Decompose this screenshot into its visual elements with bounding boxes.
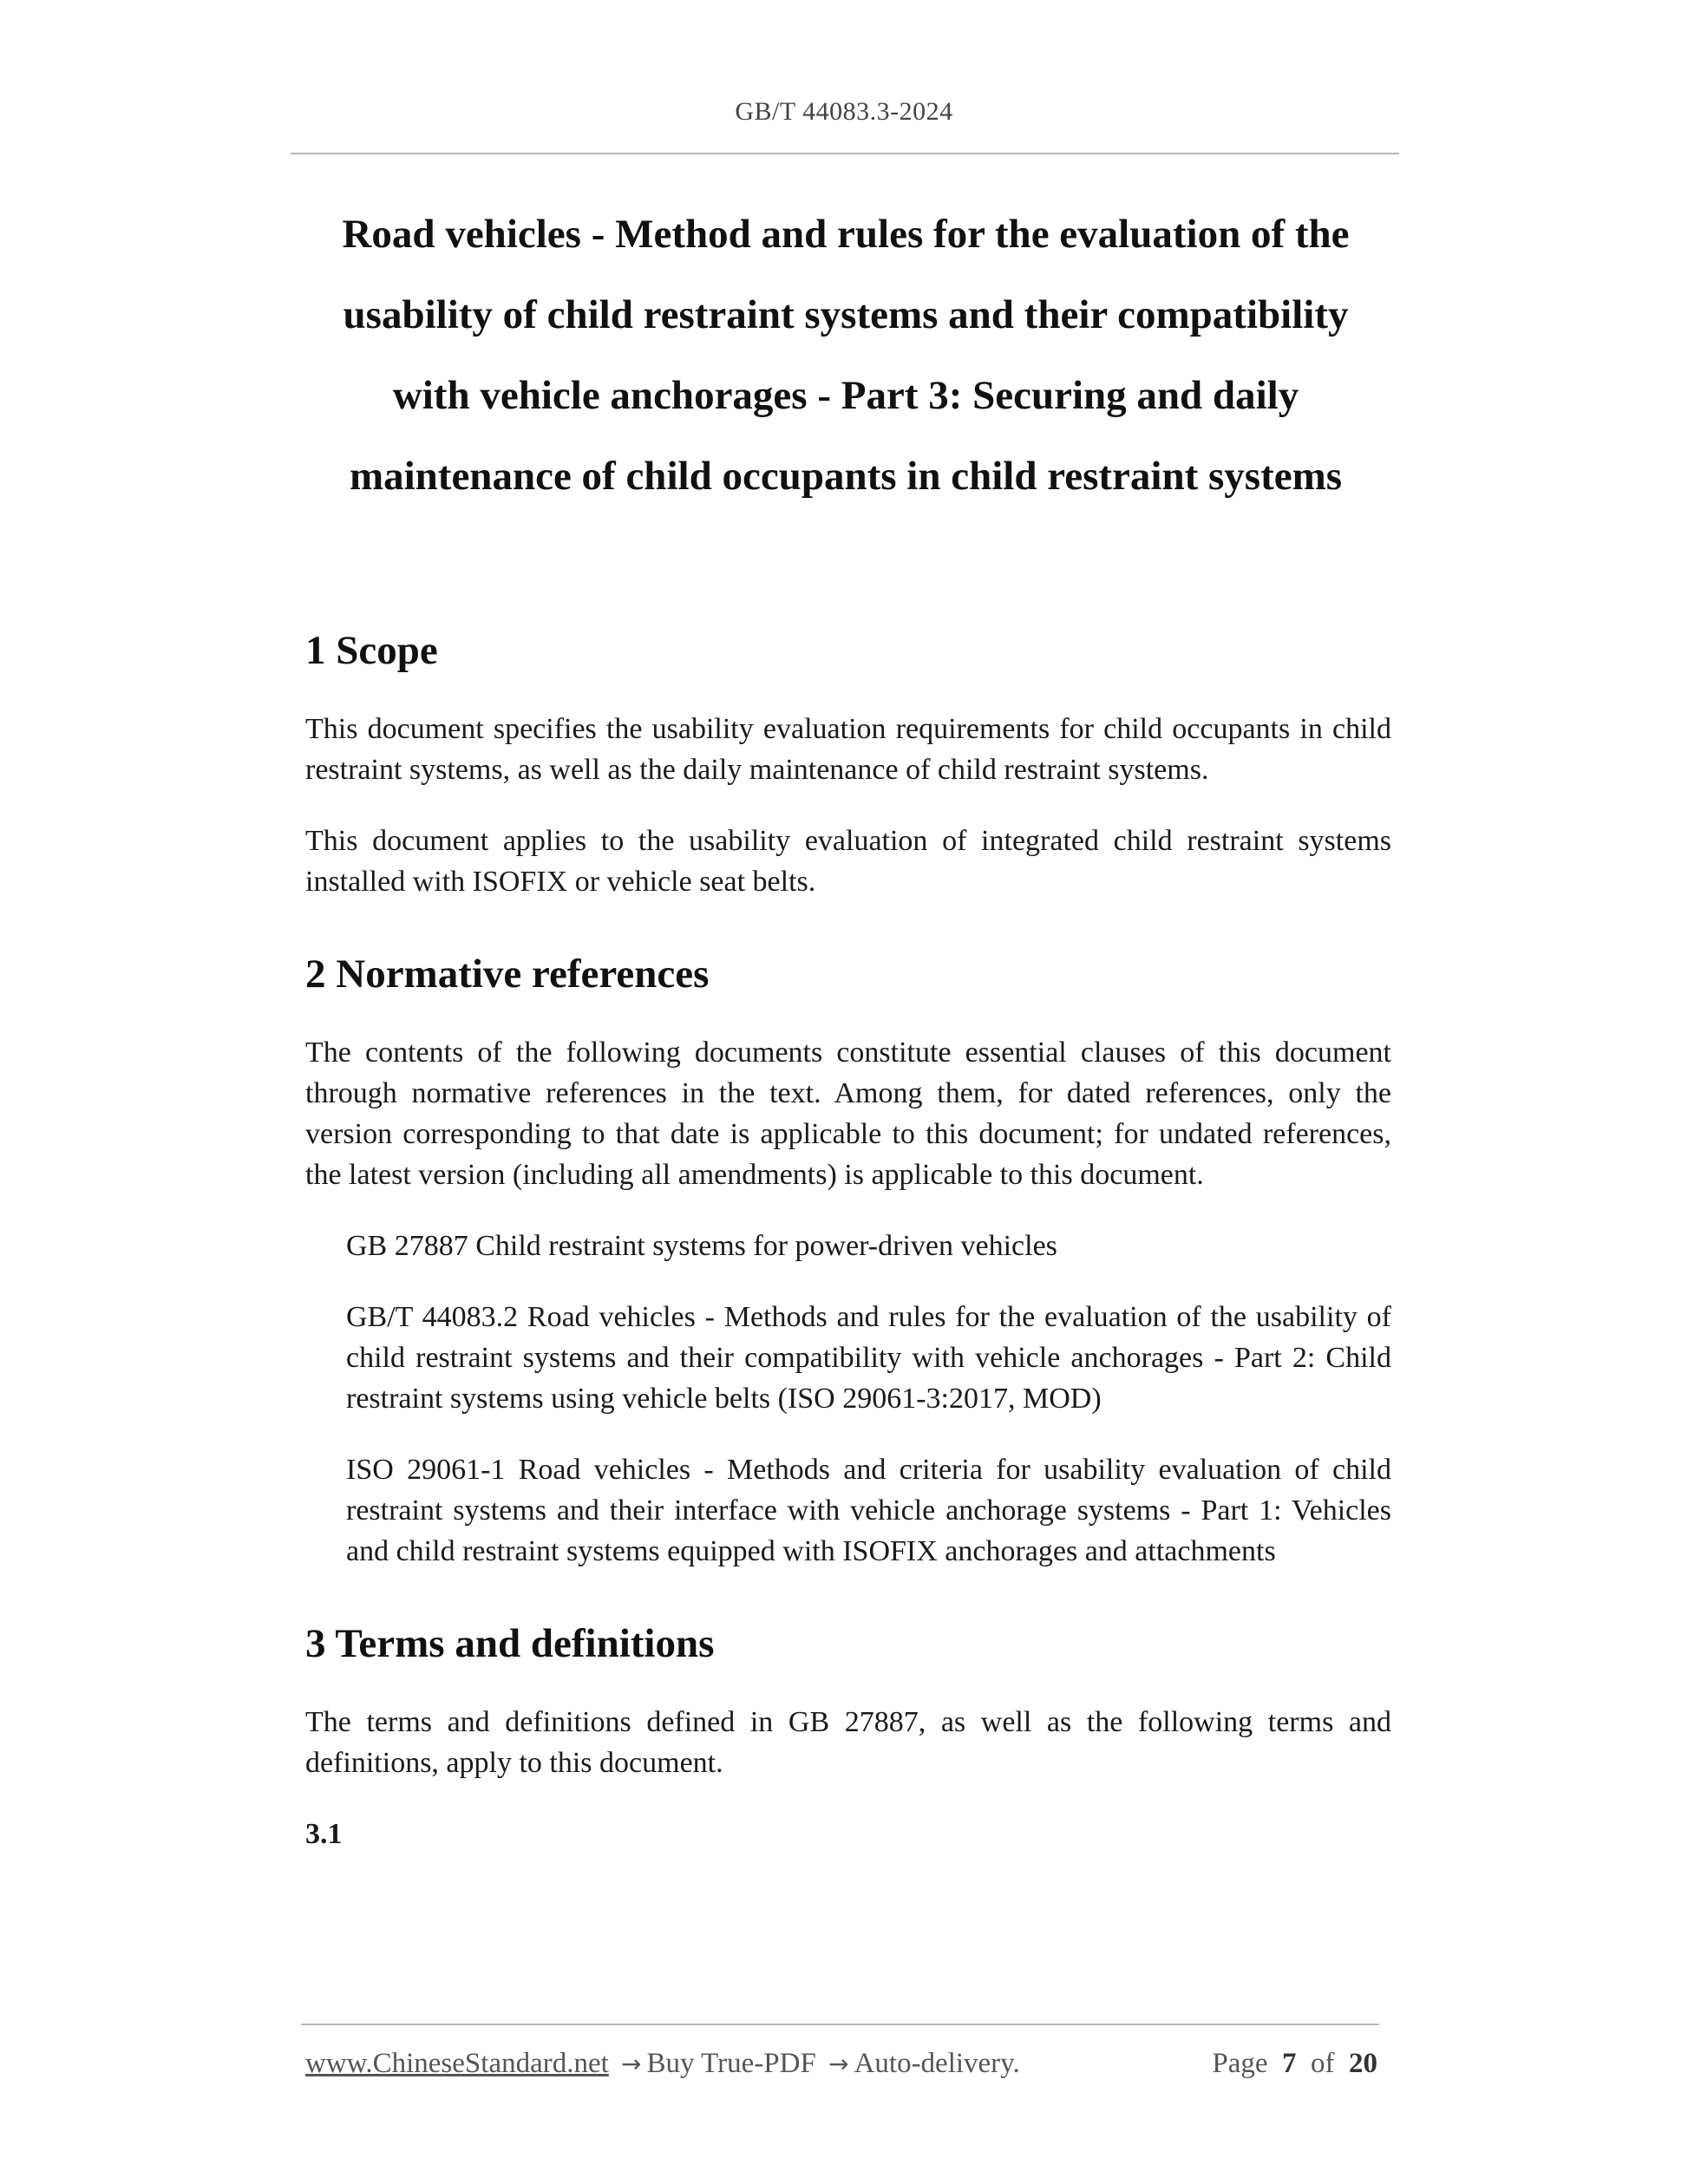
scope-paragraph: This document specifies the usability evaluation requirements for child occupants in child restraint systems, as well as the daily maintenance of child restraint systems. (305, 713, 1391, 786)
reference-item: ISO 29061-1 Road vehicles - Methods and criteria for usability evaluation of child restraint systems and their interface with vehicle anchorage systems - Part 1: Vehicles and child restraint systems equipped with ISOFIX anchorages and attachments (346, 1454, 1391, 1567)
document-title (295, 194, 1397, 517)
term-number: 3.1 (305, 1818, 343, 1850)
title-line: usability of child restraint systems and their compatibility (343, 292, 1349, 337)
page-number (1212, 2043, 1377, 2083)
running-header: GB/T 44083.3-2024 (735, 97, 953, 126)
section-heading-terms-definitions: 3 Terms and definitions (305, 1621, 715, 1666)
normative-intro-paragraph: The contents of the following documents constitute essential clauses of this document through normative references in the text. Among them, for dated references, only the version corresponding to that date is applicable to this document; for undated references, the latest version (including all amendments) is applicable to this document. (305, 1036, 1391, 1191)
section-heading-normative-references: 2 Normative references (305, 951, 710, 997)
footer-divider (301, 2024, 1379, 2025)
reference-item: GB/T 44083.2 Road vehicles - Methods and rules for the evaluation of the usability of child restraint systems and their compatibility with vehicle anchorages - Part 2: Child restraint systems using vehicle belts (ISO 29061-3:2017, MOD) (346, 1301, 1391, 1415)
buy-pdf-text: Buy True-PDF (646, 2048, 816, 2079)
title-line: Road vehicles - Method and rules for the evaluation of the (342, 212, 1350, 257)
arrow-right-icon: → (621, 2050, 642, 2078)
header-divider (291, 153, 1399, 154)
page-word: Page (1212, 2048, 1268, 2079)
title-line: with vehicle anchorages - Part 3: Securing and daily (392, 373, 1299, 418)
of-word: of (1311, 2048, 1335, 2079)
terms-intro-paragraph: The terms and definitions defined in GB 27887, as well as the following terms and definitions, apply to this document. (305, 1706, 1391, 1779)
arrow-right-icon: → (828, 2050, 849, 2078)
reference-item: GB 27887 Child restraint systems for power-driven vehicles (346, 1230, 1057, 1262)
page-footer (305, 2043, 1377, 2084)
delivery-text: Auto-delivery. (854, 2048, 1020, 2079)
scope-paragraph: This document applies to the usability evaluation of integrated child restraint systems installed with ISOFIX or vehicle seat belts. (305, 825, 1391, 898)
page-current: 7 (1282, 2048, 1297, 2079)
document-body (305, 624, 1391, 1854)
title-line: maintenance of child occupants in child restraint systems (349, 454, 1343, 499)
section-heading-scope: 1 Scope (305, 628, 438, 673)
site-link[interactable]: www.ChineseStandard.net (305, 2048, 609, 2079)
page-total: 20 (1349, 2048, 1377, 2079)
